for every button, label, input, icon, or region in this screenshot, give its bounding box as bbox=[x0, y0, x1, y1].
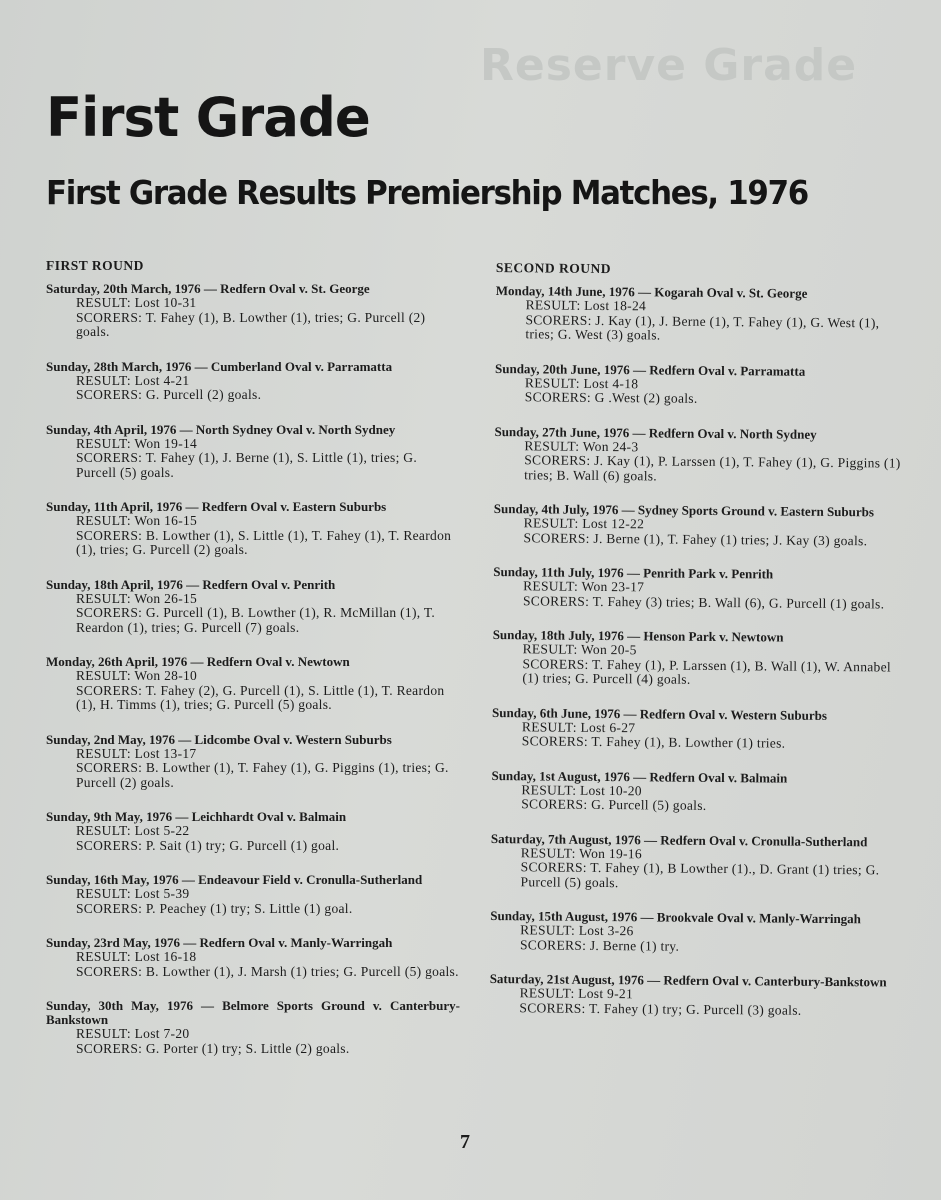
match-header: Sunday, 16th May, 1976 — Endeavour Field v. Cronulla-Sutherland bbox=[46, 872, 423, 887]
match-header: Sunday, 23rd May, 1976 — Redfern Oval v. Manly-Warringah bbox=[46, 935, 393, 950]
match-result: RESULT: Lost 5-22 bbox=[76, 823, 190, 838]
match-result: RESULT: Won 26-15 bbox=[76, 590, 198, 606]
page-title: First Grade bbox=[46, 86, 370, 149]
match-scorers: SCORERS: T. Fahey (1) try; G. Purcell (3) goals. bbox=[519, 999, 802, 1018]
match-scorers: SCORERS: P. Sait (1) try; G. Purcell (1) goal. bbox=[76, 837, 340, 853]
match-entry bbox=[40, 999, 460, 1056]
match-entry bbox=[40, 936, 460, 979]
match-result: RESULT: Lost 4-21 bbox=[76, 372, 190, 388]
match-entry bbox=[40, 423, 460, 481]
match-header: Sunday, 4th July, 1976 — Sydney Sports Ground v. Eastern Suburbs bbox=[493, 501, 875, 520]
match-scorers: SCORERS: T. Fahey (1), P. Larssen (1), B. Wall (1), W. Annabel (1) tries; G. Purcell (4) goals. bbox=[522, 655, 892, 687]
match-entry bbox=[486, 628, 906, 689]
match-result: RESULT: Won 23-17 bbox=[523, 578, 645, 595]
match-entry bbox=[40, 733, 460, 791]
match-scorers: SCORERS: G. Porter (1) try; S. Little (2) goals. bbox=[76, 1040, 350, 1056]
match-header: Sunday, 18th April, 1976 — Redfern Oval v. Penrith bbox=[46, 576, 336, 592]
match-header: Sunday, 9th May, 1976 — Leichhardt Oval v. Balmain bbox=[46, 809, 347, 824]
match-header: Sunday, 11th July, 1976 — Penrith Park v. Penrith bbox=[493, 564, 774, 582]
match-result: RESULT: Lost 13-17 bbox=[76, 745, 197, 761]
match-entry bbox=[40, 578, 460, 636]
page-subtitle: First Grade Results Premiership Matches, 1976 bbox=[46, 173, 808, 212]
match-result: RESULT: Won 20-5 bbox=[522, 641, 637, 658]
match-header: Sunday, 1st August, 1976 — Redfern Oval v. Balmain bbox=[491, 767, 788, 786]
match-entry bbox=[40, 873, 460, 916]
match-header: Sunday, 27th June, 1976 — Redfern Oval v. North Sydney bbox=[494, 423, 817, 442]
match-result: RESULT: Lost 16-18 bbox=[76, 949, 197, 964]
match-header: Sunday, 20th June, 1976 — Redfern Oval v. Parramatta bbox=[494, 360, 806, 379]
match-entry bbox=[487, 565, 907, 612]
match-result: RESULT: Lost 9-21 bbox=[519, 985, 634, 1002]
match-result: RESULT: Won 19-16 bbox=[520, 844, 643, 861]
match-result: RESULT: Lost 4-18 bbox=[524, 374, 639, 391]
match-entry bbox=[40, 655, 460, 713]
match-result: RESULT: Won 19-14 bbox=[76, 435, 198, 451]
match-result: RESULT: Won 28-10 bbox=[76, 668, 198, 683]
match-header: Saturday, 7th August, 1976 — Redfern Oval v. Cronulla-Sutherland bbox=[490, 830, 868, 849]
match-scorers: SCORERS: G .West (2) goals. bbox=[524, 389, 698, 406]
match-scorers: SCORERS: P. Peachey (1) try; S. Little (1) goal. bbox=[76, 900, 353, 916]
match-entry bbox=[488, 424, 908, 485]
page-number: 7 bbox=[460, 1131, 470, 1153]
match-entry bbox=[484, 909, 904, 956]
match-header: Sunday, 4th April, 1976 — North Sydney Oval v. North Sydney bbox=[46, 421, 396, 437]
round-heading: SECOND ROUND bbox=[495, 260, 612, 277]
match-scorers: SCORERS: T. Fahey (2), G. Purcell (1), S. Little (1), T. Reardon (1), H. Timms (1), tries; G. Purcell (5) goals. bbox=[76, 682, 445, 712]
match-header: Sunday, 30th May, 1976 — Belmore Sports Ground v. Canterbury-Bankstown bbox=[46, 998, 460, 1027]
match-entry bbox=[40, 360, 460, 403]
match-header: Sunday, 2nd May, 1976 — Lidcombe Oval v. Western Suburbs bbox=[46, 731, 392, 747]
match-scorers: SCORERS: T. Fahey (1), B Lowther (1)., D. Grant (1) tries; G. Purcell (5) goals. bbox=[520, 859, 880, 890]
match-result: RESULT: Lost 7-20 bbox=[76, 1026, 190, 1041]
match-result: RESULT: Lost 5-39 bbox=[76, 886, 190, 901]
match-result: RESULT: Lost 6-27 bbox=[521, 718, 636, 735]
match-scorers: SCORERS: T. Fahey (1), B. Lowther (1), tries; G. Purcell (2) goals. bbox=[76, 309, 426, 339]
match-scorers: SCORERS: G. Purcell (5) goals. bbox=[521, 796, 707, 813]
match-scorers: SCORERS: T. Fahey (1), J. Berne (1), S. Little (1), tries; G. Purcell (5) goals. bbox=[76, 450, 418, 480]
match-scorers: SCORERS: T. Fahey (3) tries; B. Wall (6), G. Purcell (1) goals. bbox=[522, 592, 885, 611]
match-scorers: SCORERS: J. Berne (1), T. Fahey (1) tries; J. Kay (3) goals. bbox=[523, 529, 868, 548]
match-entry bbox=[489, 284, 909, 345]
match-header: Saturday, 21st August, 1976 — Redfern Oval v. Canterbury-Bankstown bbox=[489, 971, 887, 990]
match-scorers: SCORERS: J. Berne (1) try. bbox=[519, 936, 680, 954]
match-scorers: SCORERS: J. Kay (1), J. Berne (1), T. Fahey (1), G. West (1), tries; G. West (3) goals. bbox=[525, 311, 880, 343]
match-header: Monday, 26th April, 1976 — Redfern Oval v. Newtown bbox=[46, 654, 350, 669]
match-header: Sunday, 11th April, 1976 — Redfern Oval v. Eastern Suburbs bbox=[46, 499, 387, 514]
match-entry bbox=[485, 831, 905, 892]
match-entry bbox=[483, 972, 903, 1019]
match-scorers: SCORERS: B. Lowther (1), J. Marsh (1) tries; G. Purcell (5) goals. bbox=[76, 963, 459, 979]
match-header: Sunday, 6th June, 1976 — Redfern Oval v. Western Suburbs bbox=[491, 704, 828, 723]
match-entry bbox=[40, 282, 460, 340]
first-round-column bbox=[40, 258, 460, 1076]
match-header: Monday, 14th June, 1976 — Kogarah Oval v. St. George bbox=[495, 283, 808, 301]
match-scorers: SCORERS: J. Kay (1), P. Larssen (1), T. Fahey (1), G. Piggins (1) tries; B. Wall (6) goals. bbox=[524, 452, 901, 483]
match-header: Saturday, 20th March, 1976 — Redfern Oval v. St. George bbox=[46, 281, 370, 296]
match-result: RESULT: Lost 10-20 bbox=[521, 781, 642, 798]
match-result: RESULT: Lost 10-31 bbox=[76, 295, 197, 310]
bleed-through-text: Reserve Grade bbox=[480, 40, 858, 91]
match-result: RESULT: Lost 18-24 bbox=[525, 297, 647, 314]
match-result: RESULT: Won 24-3 bbox=[524, 437, 639, 454]
match-scorers: SCORERS: G. Purcell (1), B. Lowther (1), R. McMillan (1), T. Reardon (1), tries; G. Purcell (7) goals. bbox=[76, 605, 436, 635]
match-scorers: SCORERS: G. Purcell (2) goals. bbox=[76, 387, 262, 402]
match-scorers: SCORERS: B. Lowther (1), S. Little (1), T. Fahey (1), T. Reardon (1), tries; G. Purcell (2) goals. bbox=[76, 527, 452, 557]
match-header: Sunday, 28th March, 1976 — Cumberland Oval v. Parramatta bbox=[46, 358, 393, 374]
match-scorers: SCORERS: T. Fahey (1), B. Lowther (1) tries. bbox=[521, 733, 786, 751]
match-entry bbox=[489, 361, 909, 408]
match-result: RESULT: Lost 12-22 bbox=[523, 515, 645, 532]
match-header: Sunday, 15th August, 1976 — Brookvale Oval v. Manly-Warringah bbox=[490, 908, 862, 927]
match-entry bbox=[40, 500, 460, 558]
match-result: RESULT: Lost 3-26 bbox=[520, 922, 634, 939]
match-scorers: SCORERS: B. Lowther (1), T. Fahey (1), G. Piggins (1), tries; G. Purcell (2) goals. bbox=[76, 760, 449, 790]
match-result: RESULT: Won 16-15 bbox=[76, 513, 198, 528]
match-entry bbox=[486, 705, 906, 752]
match-header: Sunday, 18th July, 1976 — Henson Park v. Newtown bbox=[492, 627, 784, 645]
match-entry bbox=[488, 502, 908, 549]
second-round-column bbox=[483, 260, 910, 1039]
match-entry bbox=[485, 768, 905, 815]
match-entry bbox=[40, 810, 460, 853]
round-heading: FIRST ROUND bbox=[46, 258, 144, 273]
